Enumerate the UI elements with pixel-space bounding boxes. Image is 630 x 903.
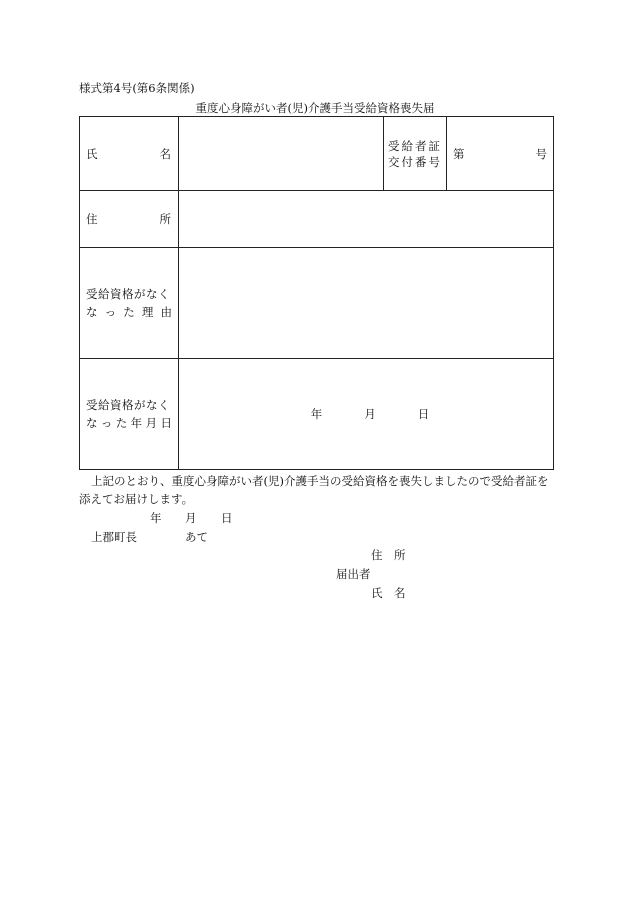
address-label-char: 住: [86, 212, 98, 226]
reason-label-line2: [86, 303, 172, 321]
cert-label-line2: 交付番号: [388, 154, 442, 169]
cert-number-suffix: 号: [535, 146, 547, 161]
row-name: [80, 117, 554, 191]
declaration-text: 上記のとおり、重度心身障がい者(児)介護手当の受給資格を喪失しましたので受給者証を添えてお届けします。: [79, 474, 549, 506]
row-reason: [80, 248, 554, 359]
date-field[interactable]: [179, 359, 554, 470]
cert-number-prefix: 第: [453, 146, 465, 161]
reason-label-char: 由: [160, 305, 172, 319]
date-label-char: 月: [145, 416, 158, 430]
cert-label-cell: [384, 117, 447, 191]
date-day-label: 日: [417, 407, 430, 421]
date-label-char: 年: [130, 416, 143, 430]
date-label-line2: [86, 414, 172, 432]
name-field[interactable]: [179, 117, 384, 191]
date-label-char: た: [115, 416, 128, 430]
date-label-line1: 受給資格がなく: [86, 398, 170, 412]
applicant-sender-label: 届出者: [336, 567, 371, 581]
address-label-cell: [80, 191, 179, 248]
submission-date-month: 月: [185, 511, 197, 525]
date-label-char: な: [86, 416, 98, 430]
reason-label-char: っ: [104, 305, 117, 319]
name-label-char: 氏: [86, 146, 98, 161]
reason-label-cell: [80, 248, 179, 359]
address-label-char: 所: [159, 212, 171, 226]
applicant-address-label: 住: [371, 548, 383, 562]
row-address: [80, 191, 554, 248]
name-label-cell: [80, 117, 179, 191]
date-year-label: 年: [310, 407, 323, 421]
row-date: [80, 359, 554, 470]
address-field[interactable]: [179, 191, 554, 248]
reason-label-char: な: [86, 305, 98, 319]
applicant-name-label: 名: [394, 586, 406, 600]
addressee-name: 上郡町長: [91, 530, 137, 544]
reason-label-line1: 受給資格がなく: [86, 287, 170, 301]
date-label-cell: [80, 359, 179, 470]
date-label-char: 日: [160, 416, 172, 430]
addressee-suffix: あて: [185, 530, 208, 544]
form-table: [79, 116, 554, 470]
applicant-address-label: 所: [394, 548, 406, 562]
form-number: 様式第4号(第6条関係): [79, 81, 195, 95]
cert-number-field[interactable]: [447, 117, 554, 191]
submission-date-year: 年: [150, 511, 162, 525]
document-title: 重度心身障がい者(児)介護手当受給資格喪失届: [195, 101, 435, 115]
reason-field[interactable]: [179, 248, 554, 359]
applicant-name-label: 氏: [371, 586, 383, 600]
submission-date-day: 日: [221, 511, 233, 525]
cert-label-line1: 受給者証: [388, 138, 442, 153]
date-label-char: っ: [100, 416, 113, 430]
name-label-char: 名: [159, 146, 171, 161]
reason-label-char: た: [123, 305, 135, 319]
reason-label-char: 理: [141, 305, 154, 319]
date-month-label: 月: [364, 407, 376, 421]
